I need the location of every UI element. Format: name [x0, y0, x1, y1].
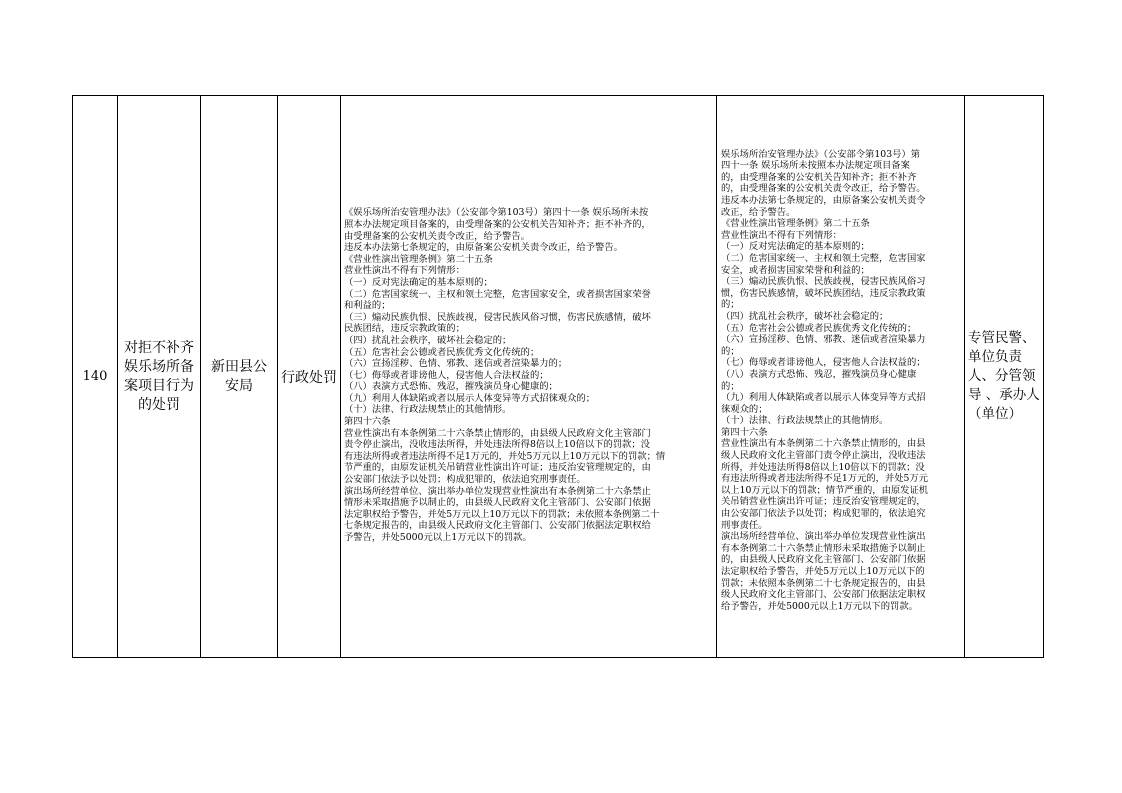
duty-line: 以上10万元以下的罚款；情节严重的，由原发证机 [721, 484, 929, 496]
legal-basis-line: 由受理备案的公安机关责令改正，给予警告。 [344, 230, 530, 242]
legal-basis-line: （三）煽动民族仇恨、民族歧视，侵害民族风俗习惯，伤害民族感情，破坏 [344, 311, 651, 323]
duty-line: （三）煽动民族仇恨、民族歧视，侵害民族风俗习 [721, 276, 926, 288]
duty-line: 营业性演出有本条例第二十六条禁止情形的，由县 [721, 438, 926, 450]
duty-line: （六）宣扬淫秽、色情、邪教、迷信或者渲染暴力 [721, 334, 926, 346]
duty-line: 的； [721, 299, 740, 311]
duty-line: 所得，并处违法所得8倍以上10倍以下的罚款；没 [721, 461, 925, 473]
legal-basis-cell [341, 96, 717, 658]
legal-basis-line: 节严重的，由原发证机关吊销营业性演出许可证；违反治安管理规定的，由 [344, 462, 651, 474]
duty-line: 的，由受理备案的公安机关告知补齐；拒不补齐 [721, 171, 917, 183]
duty-line: 娱乐场所治安管理办法》（公安部令第103号）第 [721, 148, 921, 160]
legal-basis-line: 《娱乐场所治安管理办法》（公安部令第103号）第四十一条 娱乐场所未按 [344, 207, 649, 219]
duty-line: 徕观众的； [721, 403, 768, 415]
legal-basis-line: （五）危害社会公德或者民族优秀文化传统的； [344, 346, 540, 358]
power-list-table [72, 95, 1044, 658]
duty-line: 有违法所得或者违法所得不足1万元的，并处5万元 [721, 473, 929, 485]
duty-line: 的； [721, 380, 740, 392]
department-cell: 新田县公安局 [201, 96, 278, 658]
duty-line: 《营业性演出管理条例》第二十五条 [721, 218, 870, 230]
legal-basis-line: 第四十六条 [344, 416, 391, 428]
table-row [73, 96, 1044, 658]
legal-basis-line: 民族团结，违反宗教政策的； [344, 323, 465, 335]
duty-line: 刑事责任。 [721, 519, 768, 531]
duty-line: 有本条例第二十六条禁止情形未采取措施予以制止 [721, 542, 926, 554]
legal-basis-line: （九）利用人体缺陷或者以展示人体变异等方式招徕观众的； [344, 392, 596, 404]
legal-basis-line: 予警告，并处5000元以上1万元以下的罚款。 [344, 532, 532, 544]
legal-basis-line: 七条规定报告的，由县级人民政府文化主管部门、公安部门依据法定职权给 [344, 520, 651, 532]
duty-line: （九）利用人体缺陷或者以展示人体变异等方式招 [721, 392, 926, 404]
duty-line: 的； [721, 345, 740, 357]
legal-basis-line: 有违法所得或者违法所得不足1万元的，并处5万元以上10万元以下的罚款；情 [344, 450, 666, 462]
duty-line: 的，由受理备案的公安机关责令改正，给予警告。 [721, 183, 926, 195]
duty-line: 演出场所经营单位、演出举办单位发现营业性演出 [721, 531, 926, 543]
legal-basis-line: 营业性演出不得有下列情形： [344, 265, 465, 277]
legal-basis-line: 营业性演出有本条例第二十六条禁止情形的，由县级人民政府文化主管部门 [344, 427, 651, 439]
duty-line: 第四十六条 [721, 426, 768, 438]
duty-line: 改正，给予警告。 [721, 206, 796, 218]
duty-line: 级人民政府文化主管部门责令停止演出，没收违法 [721, 450, 926, 462]
legal-basis-line: （四）扰乱社会秩序，破坏社会稳定的； [344, 334, 512, 346]
duty-line: 安全，或者损害国家荣誉和利益的； [721, 264, 870, 276]
duty-line: 关吊销营业性演出许可证；违反治安管理规定的， [721, 496, 926, 508]
duty-line: 的，由县级人民政府文化主管部门、公安部门依据 [721, 554, 926, 566]
responsible-cell: 专管民警、单位负责人、分管领导 、承办人（单位） [965, 96, 1044, 658]
legal-basis-line: 照本办法规定项目备案的，由受理备案的公安机关告知补齐；拒不补齐的， [344, 218, 651, 230]
duty-line: 法定职权给予警告，并处5万元以上10万元以下的 [721, 566, 925, 577]
duty-line: 罚款；未依照本条例第二十七条规定报告的，由县 [721, 577, 926, 589]
row-number: 140 [73, 96, 118, 658]
duty-line: （五）危害社会公德或者民族优秀文化传统的； [721, 322, 917, 334]
duty-line: 违反本办法第七条规定的，由原备案公安机关责令 [721, 195, 926, 206]
duty-line: 四十一条 娱乐场所未按照本办法规定项目备案 [721, 160, 910, 172]
duty-line: （八）表演方式恐怖、残忍，摧残演员身心健康 [721, 368, 917, 380]
legal-basis-line: （十）法律、行政法规禁止的其他情形。 [344, 404, 512, 416]
duty-line: （四）扰乱社会秩序，破坏社会稳定的； [721, 310, 889, 322]
legal-basis-line: 情形未采取措施予以制止的，由县级人民政府文化主管部门、公安部门依据 [344, 497, 651, 509]
power-type-cell: 行政处罚 [278, 96, 341, 658]
legal-basis-line: 演出场所经营单位、演出举办单位发现营业性演出有本条例第二十六条禁止 [344, 485, 651, 497]
legal-basis-line: 责令停止演出，没收违法所得，并处违法所得8倍以上10倍以下的罚款；没 [344, 439, 650, 451]
legal-basis-line: 和利益的； [344, 300, 391, 312]
legal-basis-line: 公安部门依法予以处罚；构成犯罪的，依法追究刑事责任。 [344, 474, 586, 486]
legal-basis-line: （二）危害国家统一、主权和领土完整，危害国家安全，或者损害国家荣誉 [344, 288, 651, 300]
duty-line: 惯，伤害民族感情，破坏民族团结，违反宗教政策 [721, 287, 926, 299]
legal-basis-line: （一）反对宪法确定的基本原则的； [344, 276, 493, 288]
legal-basis-line: （八）表演方式恐怖、残忍，摧残演员身心健康的； [344, 381, 558, 393]
duty-line: 给予警告，并处5000元以上1万元以下的罚款。 [721, 600, 918, 612]
duty-line: （七）侮辱或者诽谤他人，侵害他人合法权益的； [721, 357, 926, 369]
duty-line: （十）法律、行政法规禁止的其他情形。 [721, 415, 889, 427]
duty-line: 级人民政府文化主管部门、公安部门依据法定职权 [721, 589, 926, 601]
item-name-cell: 对拒不补齐娱乐场所备案项目行为的处罚 [118, 96, 201, 658]
duty-line: 营业性演出不得有下列情形： [721, 229, 842, 241]
legal-basis-line: （七）侮辱或者诽谤他人，侵害他人合法权益的； [344, 369, 549, 381]
legal-basis-line: 《营业性演出管理条例》第二十五条 [344, 253, 493, 265]
legal-basis-line: 违反本办法第七条规定的，由原备案公安机关责令改正，给予警告。 [344, 242, 623, 254]
duty-line: （一）反对宪法确定的基本原则的； [721, 241, 870, 253]
duty-line: 由公安部门依法予以处罚；构成犯罪的，依法追究 [721, 508, 926, 520]
duty-line: （二）危害国家统一、主权和领土完整，危害国家 [721, 252, 926, 264]
legal-basis-line: 法定职权给予警告，并处5万元以上10万元以下的罚款；未依照本条例第二十 [344, 508, 660, 520]
legal-basis-line: （六）宣扬淫秽、色情、邪教、迷信或者渲染暴力的； [344, 358, 568, 370]
duties-cell [717, 96, 965, 658]
